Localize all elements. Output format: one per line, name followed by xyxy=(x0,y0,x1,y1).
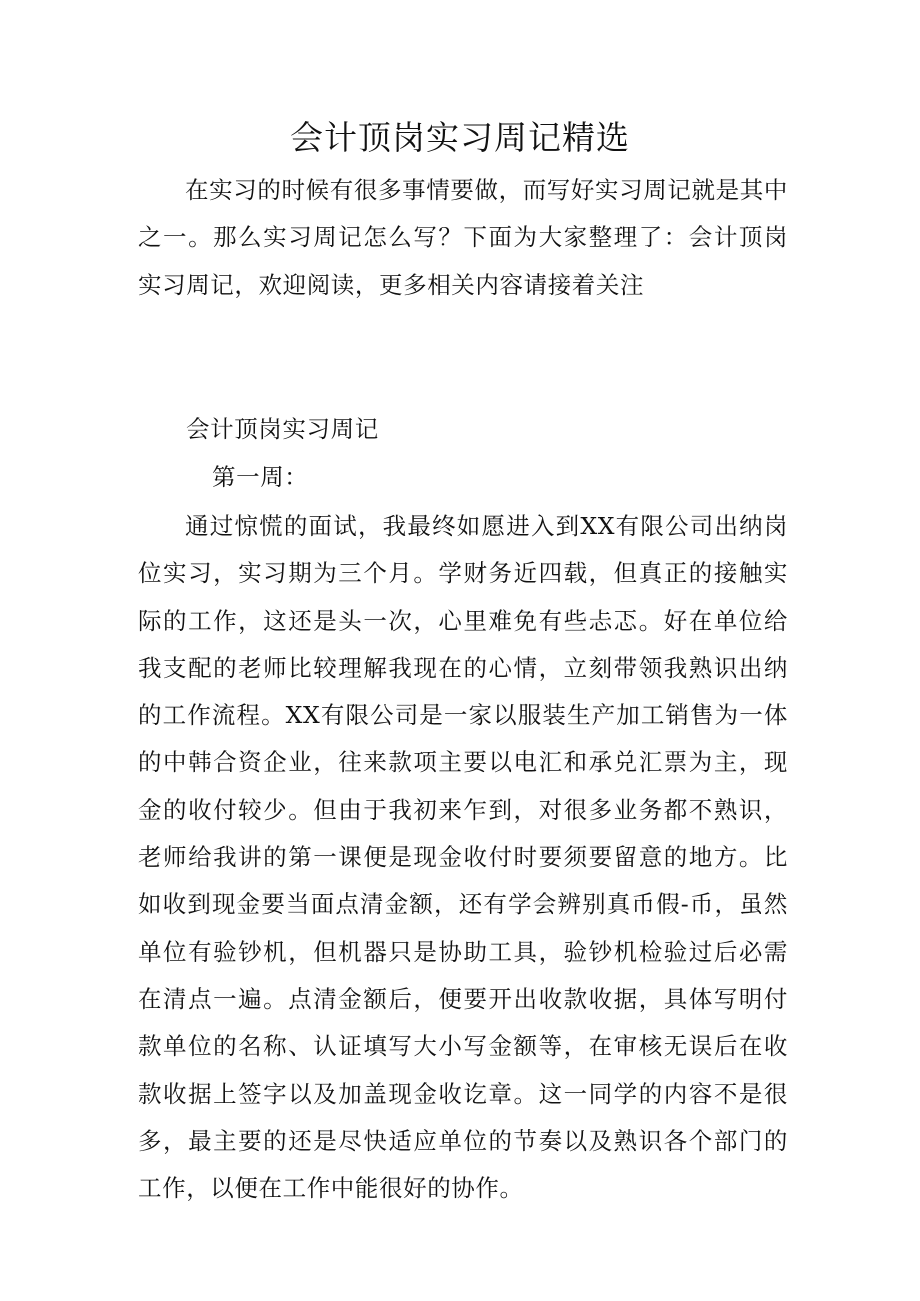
document-title: 会计顶岗实习周记精选 xyxy=(290,118,630,157)
body-paragraph: 通过惊慌的面试，我最终如愿进入到XX有限公司出纳岗位实习，实习期为三个月。学财务近四载，但真正的接触实际的工作，这还是头一次，心里难免有些忐忑。好在单位给我支配的老师比较理解我现在的心情，立刻带领我熟识出纳的工作流程。XX有限公司是一家以服装生产加工销售为一体的中韩合资企业，往来款项主要以电汇和承兑汇票为主，现金的收付较少。但由于我初来乍到，对很多业务都不熟识，老师给我讲的第一课便是现金收付时要须要留意的地方。比如收到现金要当面点清金额，还有学会辨别真币假-币，虽然单位有验钞机，但机器只是协助工具，验钞机检验过后必需在清点一遍。点清金额后，便要开出收款收据，具体写明付款单位的名称、认证填写大小写金额等，在审核无误后在收款收据上签字以及加盖现金收讫章。这一同学的内容不是很多，最主要的还是尽快适应单位的节奏以及熟识各个部门的工作，以便在工作中能很好的协作。 xyxy=(138,512,788,1203)
intro-paragraph: 在实习的时候有很多事情要做，而写好实习周记就是其中之一。那么实习周记怎么写？下面为大家整理了：会计顶岗实习周记，欢迎阅读，更多相关内容请接着关注 xyxy=(138,176,788,299)
section-heading: 会计顶岗实习周记 xyxy=(186,415,379,443)
week-label: 第一周： xyxy=(212,463,309,491)
